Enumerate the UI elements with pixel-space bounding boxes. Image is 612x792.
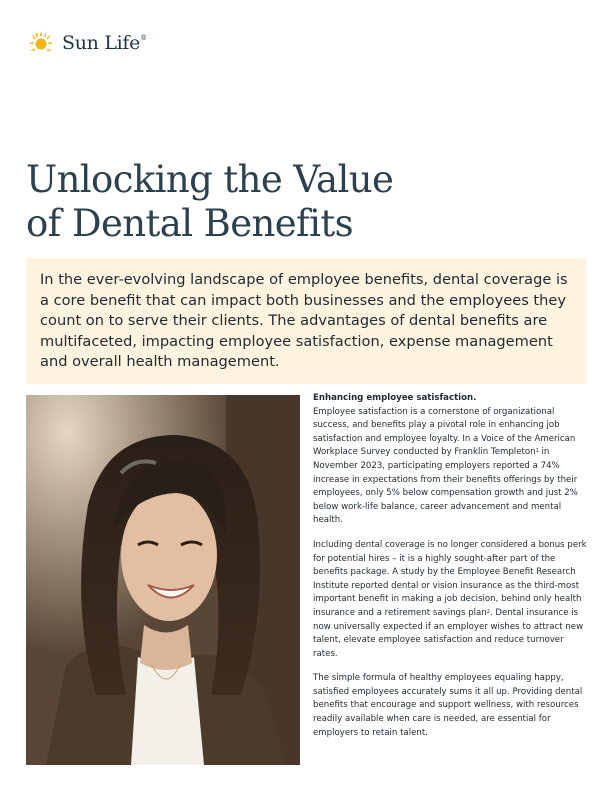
intro-callout [26, 258, 586, 384]
section-heading: Enhancing employee satisfaction. [313, 393, 477, 403]
article-body [313, 392, 588, 751]
sun-logo-icon [26, 28, 56, 58]
title-line-2: of Dental Benefits [26, 202, 354, 245]
title-line-1: Unlocking the Value [26, 158, 394, 201]
article-paragraph-1: Employee satisfaction is a cornerstone of organizational success, and benefits play a pivotal role in enhancing job satisfaction and employee loyalty. In a Voice of the American Workplace Survey conducted by Franklin Templeton$^1$ in November 2023, participating employers reported a 74% increase in expectations from their benefits offerings by their employees, only 5% below compensation growth and just 2% below work-life balance, career advancement and mental health. [313, 406, 578, 526]
page-title [26, 158, 586, 246]
brand-logo [26, 28, 147, 58]
intro-text: In the ever-evolving landscape of employee benefits, dental coverage is a core benefit that can impact both businesses and the employees they count on to serve their clients. The advantages of dental benefits are multifaceted, impacting employee satisfaction, expense management and overall health management. [40, 271, 568, 371]
woman-smiling-photo [26, 395, 300, 765]
article-paragraph-2: Including dental coverage is no longer considered a bonus perk for potential hires – it is a highly sought-after part of the benefits package. A study by the Employee Benefit Research Institute reported dental or vision insurance as the third-most important benefit in making a job decision, behind only health insurance and a retirement savings plan$^2$. Dental insurance is now universally expected if an employer wishes to attract new talent, elevate employee satisfaction and reduce turnover rates. [313, 539, 587, 659]
article-paragraph-3: The simple formula of healthy employees equaling happy, satisfied employees accurately sums it all up. Providing dental benefits that encourage and support wellness, with resources readily available when care is needed, are essential for employers to retain talent. [313, 673, 583, 738]
brand-name: Sun Life® [62, 32, 147, 54]
